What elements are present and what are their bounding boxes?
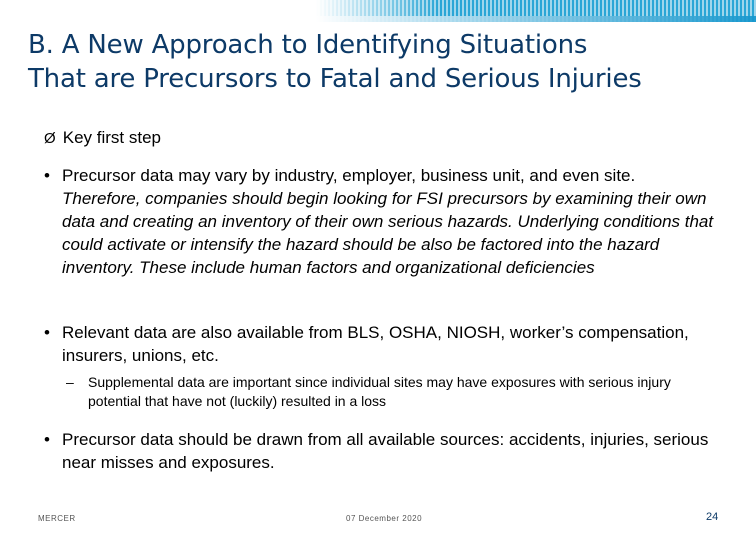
footer-date: 07 December 2020 [346,514,423,523]
bullet-3-text: Precursor data should be drawn from all available sources: accidents, injuries, serious near misses and exposures. [62,430,709,472]
dash-bullet-icon: – [66,374,74,390]
bullet-dot-icon: • [44,430,50,449]
bullet-1-italic: Therefore, companies should begin looking for FSI precursors by examining their own data and creating an inventory of their own serious hazards. Underlying conditions that could activate or intensify the hazard should be also be factored into the hazard inventory. These include human factors and organizational deficiencies [62,189,714,277]
footer-brand: MERCER [38,514,76,523]
bullet-dot-icon: • [44,166,50,185]
bullet-item-3 [44,428,714,474]
bullet-item-2 [44,321,714,367]
arrow-bullet-icon: Ø [44,130,56,147]
sub-bullet-item [66,373,726,411]
key-step-text: Key first step [62,128,161,147]
header-decoration-stripe [316,0,756,22]
slide-title-line-2: That are Precursors to Fatal and Serious Injuries [28,64,642,94]
sub-bullet-text: Supplemental data are important since individual sites may have exposures with serious injury potential that have not (luckily) resulted in a loss [88,374,671,409]
key-step-line [44,126,161,150]
page-number: 24 [706,511,719,523]
bullet-dot-icon: • [44,323,50,342]
bullet-item-1 [44,164,714,279]
slide-title-line-1: B. A New Approach to Identifying Situations [28,30,588,60]
bullet-1-plain: Precursor data may vary by industry, employer, business unit, and even site. [62,166,636,185]
bullet-1-text [62,164,714,279]
slide-title [28,28,748,96]
bullet-2-text: Relevant data are also available from BLS, OSHA, NIOSH, worker’s compensation, insurers, unions, etc. [62,323,689,365]
